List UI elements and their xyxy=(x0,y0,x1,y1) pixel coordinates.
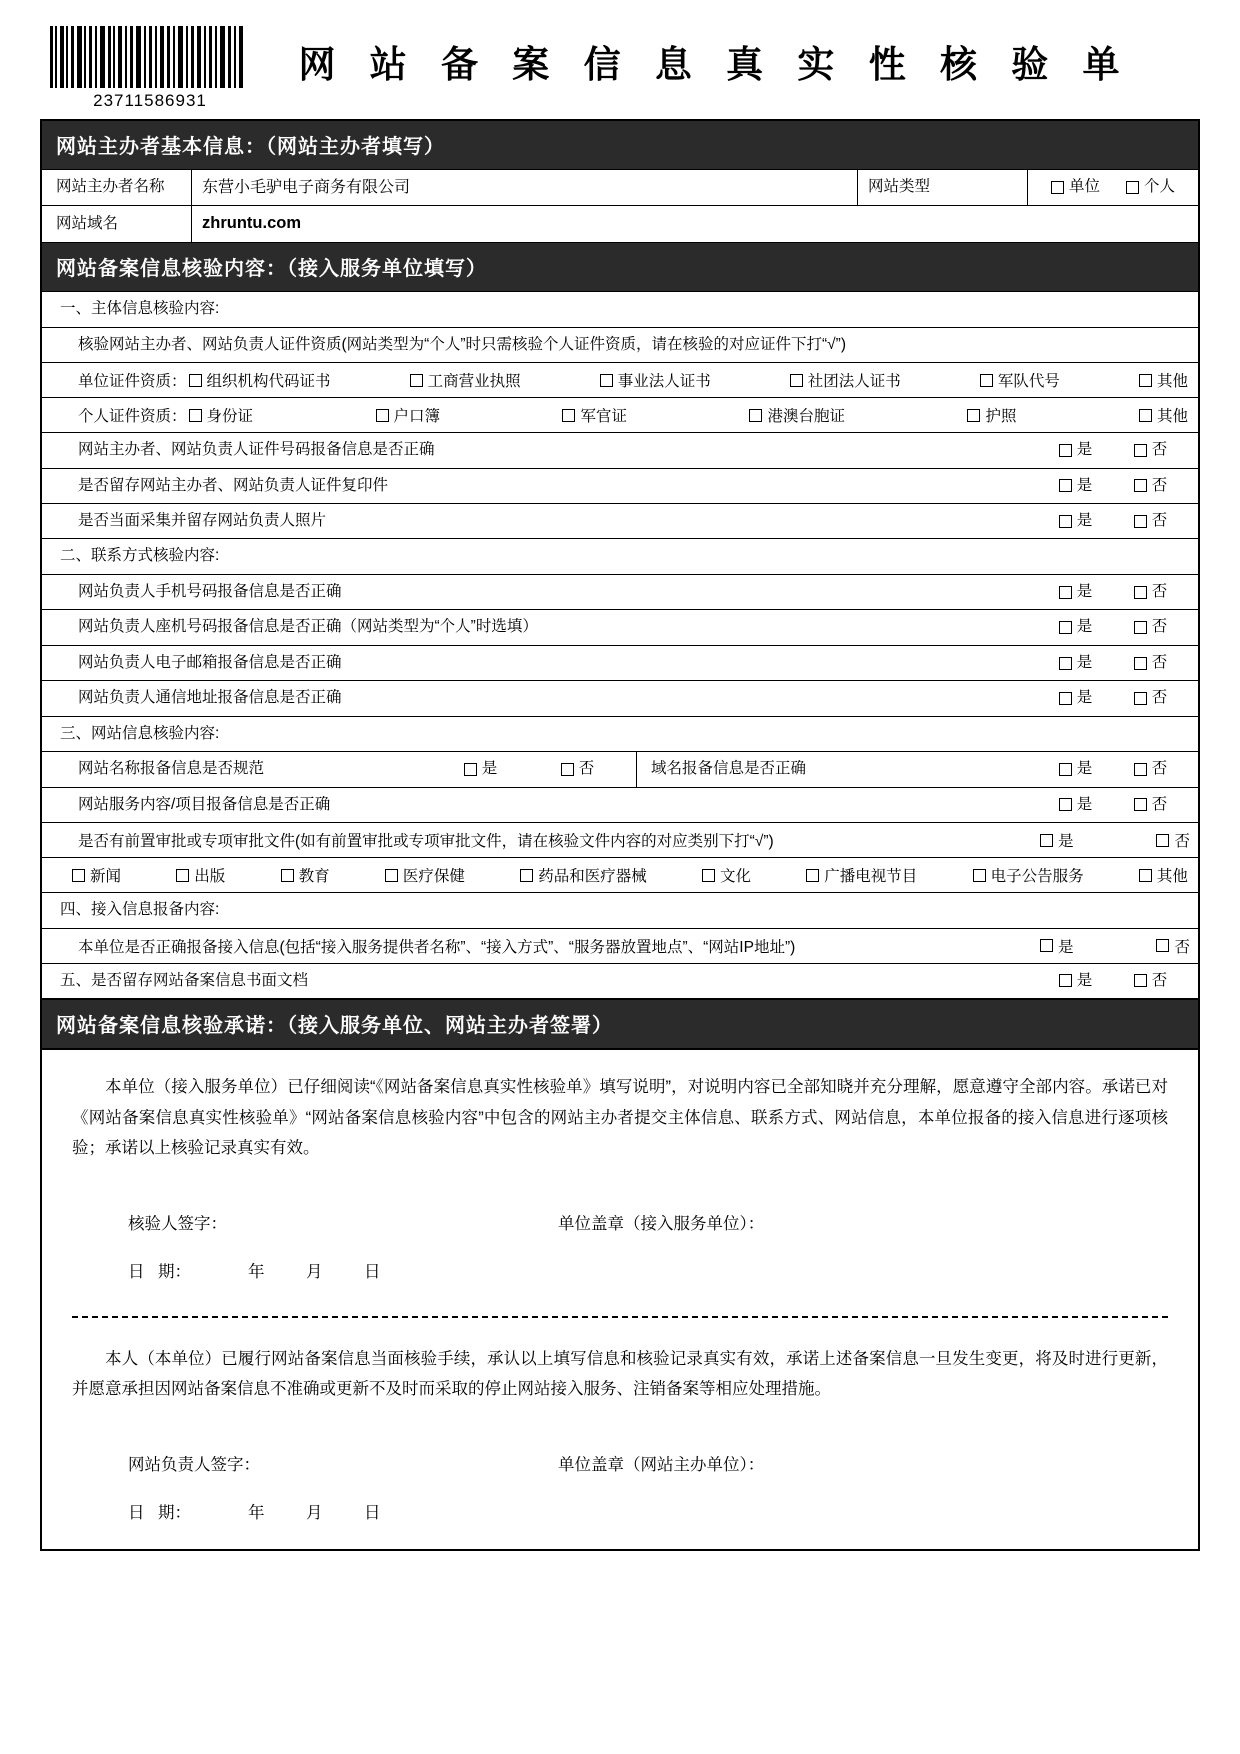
site-type-options xyxy=(1028,170,1198,205)
row-s1-item-0 xyxy=(42,433,1198,468)
row-domain xyxy=(42,206,1198,243)
checkbox-no[interactable]: 否 xyxy=(1134,510,1168,532)
section-1-title: 一、主体信息核验内容: xyxy=(60,300,220,318)
s1-item-2-label: 是否当面采集并留存网站负责人照片 xyxy=(78,511,327,529)
row-s3-preapprove xyxy=(42,823,1198,858)
checkbox-no[interactable]: 否 xyxy=(1156,935,1190,957)
checkbox-no[interactable]: 否 xyxy=(1134,475,1168,497)
row-section-1-title xyxy=(42,292,1198,327)
s2-item-3-answer xyxy=(1028,681,1198,715)
s1-item-0-label: 网站主办者、网站负责人证件号码报备信息是否正确 xyxy=(78,441,435,459)
checkbox-no[interactable]: 否 xyxy=(1134,581,1168,603)
row-s3-name-domain xyxy=(42,752,1198,787)
checkbox-no[interactable]: 否 xyxy=(1134,970,1168,992)
barcode-number: 23711586931 xyxy=(93,91,207,110)
checkbox-person-cert-officer[interactable]: 军官证 xyxy=(562,404,627,426)
site-type-label: 网站类型 xyxy=(858,170,1028,205)
checkbox-unit-cert-org-code[interactable]: 组织机构代码证书 xyxy=(189,369,331,391)
unit-cert-label: 单位证件资质： xyxy=(78,373,187,391)
checkbox-yes[interactable]: 是 xyxy=(1059,970,1093,992)
checkbox-category-news[interactable]: 新闻 xyxy=(72,864,121,886)
date-line-owner xyxy=(72,1499,1168,1523)
s1-item-1-answer xyxy=(1028,469,1198,503)
row-s3-categories xyxy=(42,858,1198,893)
s2-item-1-answer xyxy=(1028,610,1198,644)
owner-seal-label[interactable]: 单位盖章（网站主办单位）： xyxy=(558,1455,765,1474)
row-section-2-title xyxy=(42,539,1198,574)
person-cert-options xyxy=(189,404,1188,426)
divider-dashed xyxy=(72,1316,1168,1318)
barcode-block xyxy=(40,26,250,111)
page-title: 网 站 备 案 信 息 真 实 性 核 验 单 xyxy=(298,44,1132,85)
checkbox-unit-cert-business-license[interactable]: 工商营业执照 xyxy=(410,369,521,391)
date-month-label[interactable]: 月 xyxy=(306,1262,323,1281)
date-year-label[interactable]: 年 xyxy=(248,1262,265,1281)
date-day-label[interactable]: 日 xyxy=(364,1503,381,1522)
signature-line-owner xyxy=(72,1451,1168,1475)
s3-domain-label: 域名报备信息是否正确 xyxy=(651,760,807,778)
row-s1-item-2 xyxy=(42,504,1198,539)
checkbox-yes[interactable]: 是 xyxy=(1040,935,1074,957)
row-s2-item-0 xyxy=(42,575,1198,610)
checkbox-yes[interactable]: 是 xyxy=(1059,581,1093,603)
checkbox-person-cert-hukou[interactable]: 户口簿 xyxy=(376,404,441,426)
date-line-inspector xyxy=(72,1258,1168,1282)
row-unit-cert xyxy=(42,363,1198,398)
s3-preapprove-answer xyxy=(1034,829,1190,851)
row-s3-service xyxy=(42,788,1198,823)
checkbox-unit-cert-social-org[interactable]: 社团法人证书 xyxy=(790,369,901,391)
sponsor-name-label: 网站主办者名称 xyxy=(42,170,192,205)
date-day-label[interactable]: 日 xyxy=(364,1262,381,1281)
document-header xyxy=(40,26,1200,111)
domain-value: zhruntu.com xyxy=(202,214,301,233)
checkbox-category-culture[interactable]: 文化 xyxy=(702,864,751,886)
checkbox-no[interactable]: 否 xyxy=(1134,652,1168,674)
date-period-label: 期： xyxy=(158,1262,191,1281)
checkbox-yes[interactable]: 是 xyxy=(1059,616,1093,638)
row-s2-item-2 xyxy=(42,646,1198,681)
signature-line-inspector xyxy=(72,1210,1168,1234)
s3-site-name-answer xyxy=(422,752,637,786)
checkbox-person-cert-other[interactable]: 其他 xyxy=(1139,404,1188,426)
row-section-4-title xyxy=(42,893,1198,928)
s2-item-0-label: 网站负责人手机号码报备信息是否正确 xyxy=(78,582,342,600)
section-2-title: 二、联系方式核验内容: xyxy=(60,547,220,565)
checkbox-no[interactable]: 否 xyxy=(1134,687,1168,709)
checkbox-no[interactable]: 否 xyxy=(1134,758,1168,780)
checkbox-person-cert-passport[interactable]: 护照 xyxy=(967,404,1016,426)
s1-item-1-label: 是否留存网站主办者、网站负责人证件复印件 xyxy=(78,476,389,494)
date-month-label[interactable]: 月 xyxy=(306,1503,323,1522)
section-3-title: 三、网站信息核验内容: xyxy=(60,724,220,742)
checkbox-yes[interactable]: 是 xyxy=(1059,758,1093,780)
s3-preapprove-label: 是否有前置审批或专项审批文件(如有前置审批或专项审批文件，请在核验文件内容的对应类别下打“√”) xyxy=(78,833,774,851)
checkbox-no[interactable]: 否 xyxy=(1134,439,1168,461)
date-day-char: 日 xyxy=(128,1262,145,1281)
row-section-5 xyxy=(42,964,1198,998)
row-sponsor xyxy=(42,170,1198,206)
checkbox-unit-cert-institution[interactable]: 事业法人证书 xyxy=(600,369,711,391)
checkbox-no[interactable]: 否 xyxy=(561,758,595,780)
checkbox-yes[interactable]: 是 xyxy=(1059,510,1093,532)
checkbox-category-healthcare[interactable]: 医疗保健 xyxy=(385,864,465,886)
s2-item-1-label: 网站负责人座机号码报备信息是否正确（网站类型为“个人”时选填） xyxy=(78,618,538,636)
owner-signature-label[interactable]: 网站负责人签字： xyxy=(128,1455,260,1474)
checkbox-unit-cert-military[interactable]: 军队代号 xyxy=(980,369,1060,391)
s4-item-label: 本单位是否正确报备接入信息(包括“接入服务提供者名称”、“接入方式”、“服务器放置地点”、“网站IP地址”) xyxy=(78,938,796,956)
section-1-intro: 核验网站主办者、网站负责人证件资质(网站类型为“个人”时只需核验个人证件资质，请在核验的对应证件下打“√”) xyxy=(78,335,846,353)
date-year-label[interactable]: 年 xyxy=(248,1503,265,1522)
checkbox-site-type-person[interactable]: 个人 xyxy=(1126,176,1175,198)
section-band-promise: 网站备案信息核验承诺：（接入服务单位、网站主办者签署） xyxy=(40,1000,1200,1050)
row-s1-item-1 xyxy=(42,469,1198,504)
s1-item-2-answer xyxy=(1028,504,1198,538)
section-4-title: 四、接入信息报备内容: xyxy=(60,901,220,919)
s3-service-answer xyxy=(1028,788,1198,822)
s1-item-0-answer xyxy=(1028,433,1198,467)
s4-item-answer xyxy=(1034,935,1190,957)
s2-item-2-label: 网站负责人电子邮箱报备信息是否正确 xyxy=(78,653,342,671)
checkbox-category-other[interactable]: 其他 xyxy=(1139,864,1188,886)
checkbox-yes[interactable]: 是 xyxy=(1059,794,1093,816)
checkbox-yes[interactable]: 是 xyxy=(1059,475,1093,497)
section-5-answer xyxy=(1028,964,1198,998)
section-band-basic: 网站主办者基本信息：（网站主办者填写） xyxy=(42,121,1198,170)
s3-domain-answer xyxy=(1028,752,1198,786)
s2-item-2-answer xyxy=(1028,646,1198,680)
checkbox-yes[interactable]: 是 xyxy=(464,758,498,780)
checkbox-site-type-unit[interactable]: 单位 xyxy=(1051,176,1100,198)
checkbox-category-education[interactable]: 教育 xyxy=(281,864,330,886)
checkbox-yes[interactable]: 是 xyxy=(1059,652,1093,674)
domain-label: 网站域名 xyxy=(42,206,192,242)
row-section-3-title xyxy=(42,717,1198,752)
promise-paragraph-1: 本单位（接入服务单位）已仔细阅读“《网站备案信息真实性核验单》填写说明”，对说明内容已全部知晓并充分理解，愿意遵守全部内容。承诺已对《网站备案信息真实性核验单》“网站备案信息核验内容”中包含的网站主办者提交主体信息、联系方式、网站信息，本单位报备的接入信息进行逐项核验；承诺以上核验记录真实有效。 xyxy=(72,1078,1168,1158)
person-cert-label: 个人证件资质： xyxy=(78,408,187,426)
checkbox-yes[interactable]: 是 xyxy=(1059,687,1093,709)
s3-site-name-label: 网站名称报备信息是否规范 xyxy=(78,760,265,778)
checkbox-person-cert-hmt[interactable]: 港澳台胞证 xyxy=(749,404,845,426)
s2-item-0-answer xyxy=(1028,575,1198,609)
checkbox-category-drugs-devices[interactable]: 药品和医疗器械 xyxy=(520,864,647,886)
checkbox-yes[interactable]: 是 xyxy=(1059,439,1093,461)
form-container xyxy=(40,119,1200,1000)
checkbox-person-cert-id-card[interactable]: 身份证 xyxy=(189,404,254,426)
checkbox-yes[interactable]: 是 xyxy=(1040,829,1074,851)
checkbox-no[interactable]: 否 xyxy=(1134,616,1168,638)
promise-body xyxy=(40,1050,1200,1551)
checkbox-category-publishing[interactable]: 出版 xyxy=(176,864,225,886)
row-s2-item-3 xyxy=(42,681,1198,716)
date-day-char: 日 xyxy=(128,1503,145,1522)
section-band-verify: 网站备案信息核验内容：（接入服务单位填写） xyxy=(42,243,1198,292)
isp-seal-label[interactable]: 单位盖章（接入服务单位）： xyxy=(558,1214,765,1233)
unit-cert-options xyxy=(189,369,1188,391)
row-section-1-intro xyxy=(42,328,1198,363)
inspector-signature-label[interactable]: 核验人签字： xyxy=(128,1214,227,1233)
checkbox-category-broadcast[interactable]: 广播电视节目 xyxy=(806,864,917,886)
row-s4-item xyxy=(42,929,1198,964)
checkbox-no[interactable]: 否 xyxy=(1134,794,1168,816)
checkbox-no[interactable]: 否 xyxy=(1156,829,1190,851)
sponsor-name-value: 东营小毛驴电子商务有限公司 xyxy=(192,170,858,205)
s3-service-label: 网站服务内容/项目报备信息是否正确 xyxy=(78,795,331,813)
section-5-title: 五、是否留存网站备案信息书面文档 xyxy=(60,971,309,989)
row-s2-item-1 xyxy=(42,610,1198,645)
checkbox-unit-cert-other[interactable]: 其他 xyxy=(1139,369,1188,391)
s2-item-3-label: 网站负责人通信地址报备信息是否正确 xyxy=(78,689,342,707)
checkbox-category-bbs[interactable]: 电子公告服务 xyxy=(973,864,1084,886)
row-person-cert xyxy=(42,398,1198,433)
date-period-label: 期： xyxy=(158,1503,191,1522)
barcode-image xyxy=(50,26,246,88)
promise-paragraph-2: 本人（本单位）已履行网站备案信息当面核验手续，承认以上填写信息和核验记录真实有效，承诺上述备案信息一旦发生变更，将及时进行更新，并愿意承担因网站备案信息不准确或更新不及时而采取的停止网站接入服务、注销备案等相应处理措施。 xyxy=(72,1349,1168,1399)
